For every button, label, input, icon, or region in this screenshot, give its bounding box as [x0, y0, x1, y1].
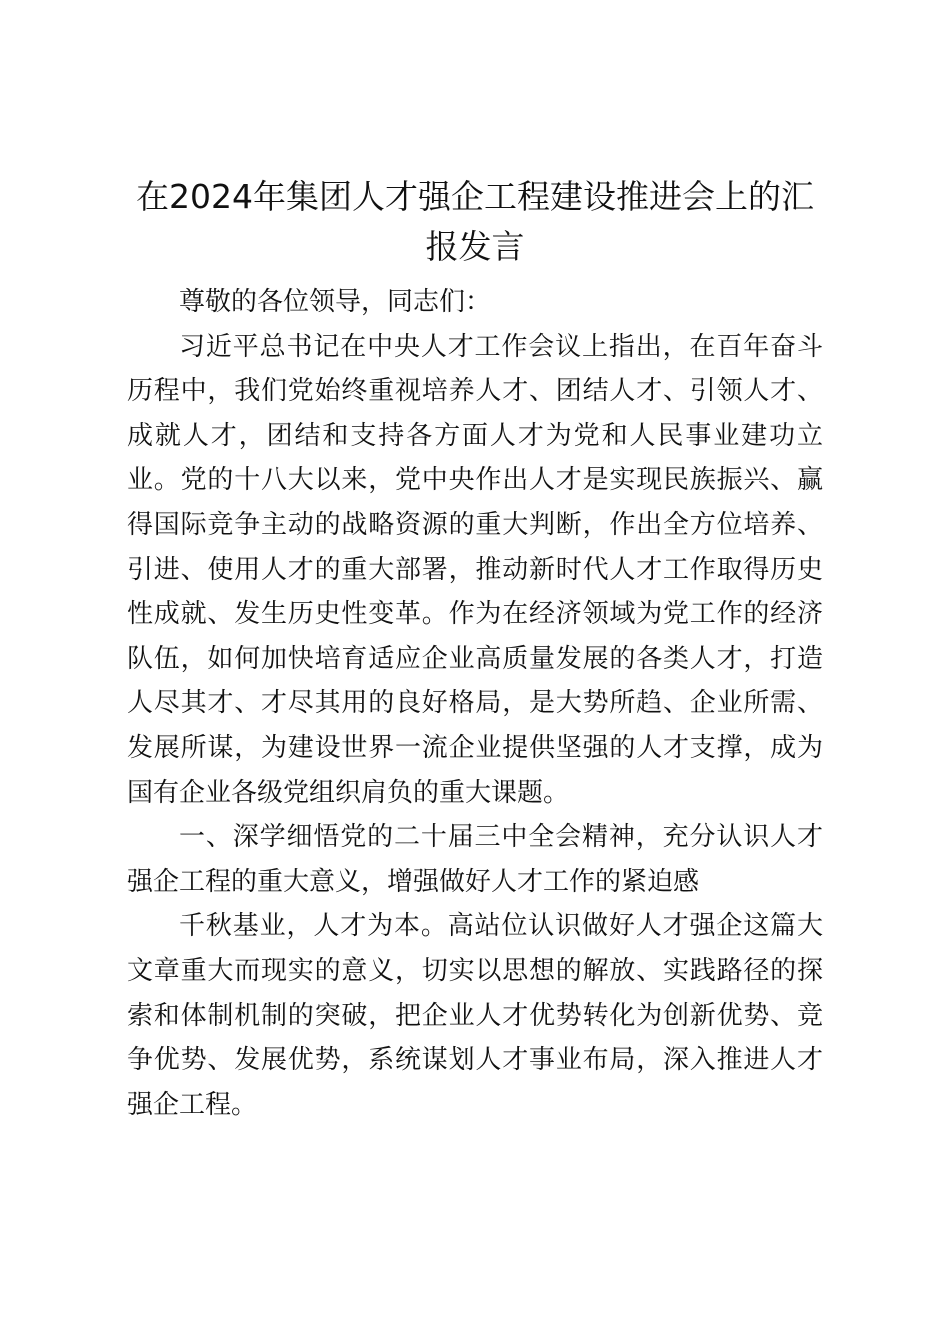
greeting: 尊敬的各位领导，同志们：	[179, 287, 492, 317]
document-page	[127, 172, 823, 1127]
section-heading: 一、深学细悟党的二十届三中全会精神，充分认识人才强企工程的重大意义，增强做好人才工作的紧迫感	[127, 822, 823, 897]
body-paragraph: 习近平总书记在中央人才工作会议上指出，在百年奋斗历程中，我们党始终重视培养人才、团结人才、引领人才、成就人才，团结和支持各方面人才为党和人民事业建功立业。党的十八大以来，党中央作出人才是实现民族振兴、赢得国际竞争主动的战略资源的重大判断，作出全方位培养、引进、使用人才的重大部署，推动新时代人才工作取得历史性成就、发生历史性变革。作为在经济领域为党工作的经济队伍，如何加快培育适应企业高质量发展的各类人才，打造人尽其才、才尽其用的良好格局，是大势所趋、企业所需、发展所谋，为建设世界一流企业提供坚强的人才支撑，成为国有企业各级党组织肩负的重大课题。	[127, 331, 823, 808]
section-body-paragraph: 千秋基业，人才为本。高站位认识做好人才强企这篇大文章重大而现实的意义，切实以思想的解放、实践路径的探索和体制机制的突破，把企业人才优势转化为创新优势、竞争优势、发展优势，系统谋划人才事业布局，深入推进人才强企工程。	[127, 911, 823, 1120]
document-title: 在2024年集团人才强企工程建设推进会上的汇报发言	[136, 177, 814, 266]
